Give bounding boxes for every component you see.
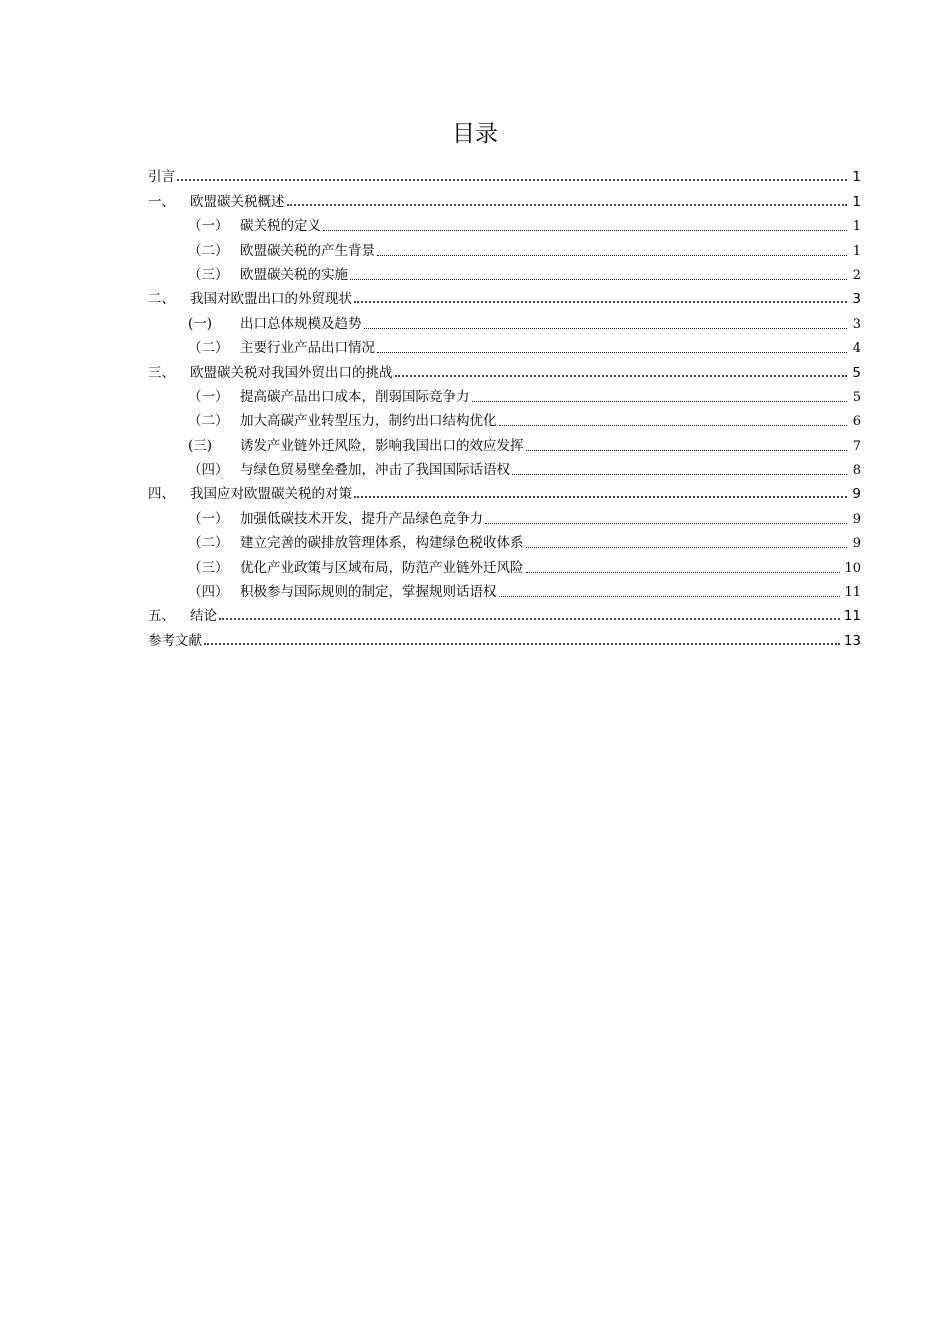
toc-entry-number: （二） bbox=[188, 535, 229, 552]
toc-dot-leader bbox=[512, 462, 847, 475]
toc-dot-leader bbox=[350, 267, 847, 280]
toc-entry-number: （一） bbox=[188, 510, 229, 527]
toc-entry-title: 欧盟碳关税概述 bbox=[190, 193, 285, 210]
toc-dot-leader bbox=[377, 340, 847, 353]
toc-entry-number: （二） bbox=[188, 340, 229, 357]
toc-dot-leader bbox=[354, 289, 847, 303]
toc-dot-leader bbox=[395, 363, 848, 377]
toc-title: 目录 bbox=[452, 121, 498, 147]
toc-dot-leader bbox=[526, 438, 848, 451]
toc-entry-title: 提高碳产品出口成本，削弱国际竞争力 bbox=[240, 388, 470, 405]
toc-entry[interactable] bbox=[148, 577, 861, 601]
toc-entry[interactable] bbox=[148, 211, 861, 235]
toc-entry-title: 参考文献 bbox=[148, 632, 202, 649]
toc-page-number: 5 bbox=[852, 389, 861, 405]
toc-entry-title: 我国对欧盟出口的外贸现状 bbox=[190, 291, 352, 308]
toc-page-number: 3 bbox=[852, 291, 861, 308]
toc-dot-leader bbox=[526, 535, 848, 548]
toc-entry[interactable] bbox=[148, 357, 861, 381]
toc-dot-leader bbox=[177, 167, 847, 181]
toc-dot-leader bbox=[204, 631, 840, 645]
toc-entry-number: （三） bbox=[188, 266, 229, 283]
toc-dot-leader bbox=[219, 606, 840, 620]
toc-page-number: 11 bbox=[844, 585, 861, 601]
table-of-contents bbox=[148, 162, 861, 650]
toc-dot-leader bbox=[485, 511, 847, 524]
toc-entry[interactable] bbox=[148, 382, 861, 406]
toc-entry[interactable] bbox=[148, 503, 861, 527]
toc-entry-number: 一、 bbox=[148, 193, 175, 210]
toc-page-number: 1 bbox=[852, 193, 861, 210]
toc-entry-number: （二） bbox=[188, 242, 229, 259]
toc-page-number: 10 bbox=[844, 560, 861, 576]
toc-entry[interactable] bbox=[148, 455, 861, 479]
toc-page-number: 1 bbox=[852, 169, 861, 186]
toc-entry-number: 四、 bbox=[148, 486, 175, 503]
toc-entry-title: 结论 bbox=[190, 608, 217, 625]
toc-entry-title: 出口总体规模及趋势 bbox=[240, 315, 362, 332]
toc-entry[interactable] bbox=[148, 552, 861, 576]
toc-page-number: 7 bbox=[852, 438, 861, 454]
toc-entry-number: 五、 bbox=[148, 608, 175, 625]
toc-dot-leader bbox=[323, 218, 847, 231]
toc-dot-leader bbox=[364, 316, 848, 329]
toc-entry[interactable] bbox=[148, 235, 861, 259]
toc-dot-leader bbox=[499, 413, 848, 426]
toc-page-number: 9 bbox=[852, 511, 861, 527]
toc-entry-number: （三） bbox=[188, 559, 229, 576]
toc-entry[interactable] bbox=[148, 528, 861, 552]
toc-entry-title: 诱发产业链外迁风险，影响我国出口的效应发挥 bbox=[240, 437, 524, 454]
toc-entry[interactable] bbox=[148, 406, 861, 430]
toc-page-number: 9 bbox=[852, 536, 861, 552]
toc-page-number: 2 bbox=[852, 267, 861, 283]
toc-entry-number: （一） bbox=[188, 218, 229, 235]
toc-entry-title: 欧盟碳关税对我国外贸出口的挑战 bbox=[190, 364, 393, 381]
toc-entry[interactable] bbox=[148, 308, 861, 332]
toc-dot-leader bbox=[499, 584, 841, 597]
toc-entry-number: 二、 bbox=[148, 291, 175, 308]
toc-entry-title: 积极参与国际规则的制定，掌握规则话语权 bbox=[240, 584, 497, 601]
toc-entry-number: （四） bbox=[188, 462, 229, 479]
toc-entry-title: 我国应对欧盟碳关税的对策 bbox=[190, 486, 352, 503]
toc-entry-title: 加强低碳技术开发，提升产品绿色竞争力 bbox=[240, 510, 483, 527]
toc-entry[interactable] bbox=[148, 260, 861, 284]
toc-page-number: 6 bbox=[852, 414, 861, 430]
toc-entry[interactable] bbox=[148, 333, 861, 357]
toc-dot-leader bbox=[526, 560, 841, 573]
toc-page-number: 1 bbox=[852, 219, 861, 235]
toc-entry-number: (三) bbox=[188, 437, 213, 454]
toc-page-number: 4 bbox=[852, 341, 861, 357]
toc-page-number: 5 bbox=[852, 364, 861, 381]
toc-entry-title: 加大高碳产业转型压力，制约出口结构优化 bbox=[240, 413, 497, 430]
toc-entry-number: （一） bbox=[188, 388, 229, 405]
toc-dot-leader bbox=[377, 243, 847, 256]
toc-entry[interactable] bbox=[148, 284, 861, 308]
toc-entry[interactable] bbox=[148, 162, 861, 186]
toc-page-number: 11 bbox=[843, 608, 861, 625]
toc-entry-title: 优化产业政策与区域布局，防范产业链外迁风险 bbox=[240, 559, 524, 576]
toc-page-number: 9 bbox=[852, 486, 861, 503]
toc-entry[interactable] bbox=[148, 430, 861, 454]
toc-page-number: 8 bbox=[852, 463, 861, 479]
toc-dot-leader bbox=[354, 484, 847, 498]
toc-entry-number: （四） bbox=[188, 584, 229, 601]
toc-page-number: 3 bbox=[852, 316, 861, 332]
toc-dot-leader bbox=[287, 192, 848, 206]
toc-entry-title: 与绿色贸易壁垒叠加，冲击了我国国际话语权 bbox=[240, 462, 510, 479]
toc-entry-title: 主要行业产品出口情况 bbox=[240, 340, 375, 357]
toc-entry-number: 三、 bbox=[148, 364, 175, 381]
toc-entry-title: 碳关税的定义 bbox=[240, 218, 321, 235]
toc-entry-title: 引言 bbox=[148, 169, 175, 186]
toc-entry-title: 欧盟碳关税的产生背景 bbox=[240, 242, 375, 259]
toc-entry-title: 欧盟碳关税的实施 bbox=[240, 266, 348, 283]
toc-dot-leader bbox=[472, 389, 848, 402]
toc-page-number: 1 bbox=[852, 243, 861, 259]
toc-entry[interactable] bbox=[148, 479, 861, 503]
toc-entry-title: 建立完善的碳排放管理体系，构建绿色税收体系 bbox=[240, 535, 524, 552]
toc-entry[interactable] bbox=[148, 601, 861, 625]
toc-entry-number: （二） bbox=[188, 413, 229, 430]
toc-entry[interactable] bbox=[148, 625, 861, 649]
toc-page-number: 13 bbox=[843, 632, 861, 649]
toc-entry-number: (一) bbox=[188, 315, 213, 332]
toc-entry[interactable] bbox=[148, 186, 861, 210]
